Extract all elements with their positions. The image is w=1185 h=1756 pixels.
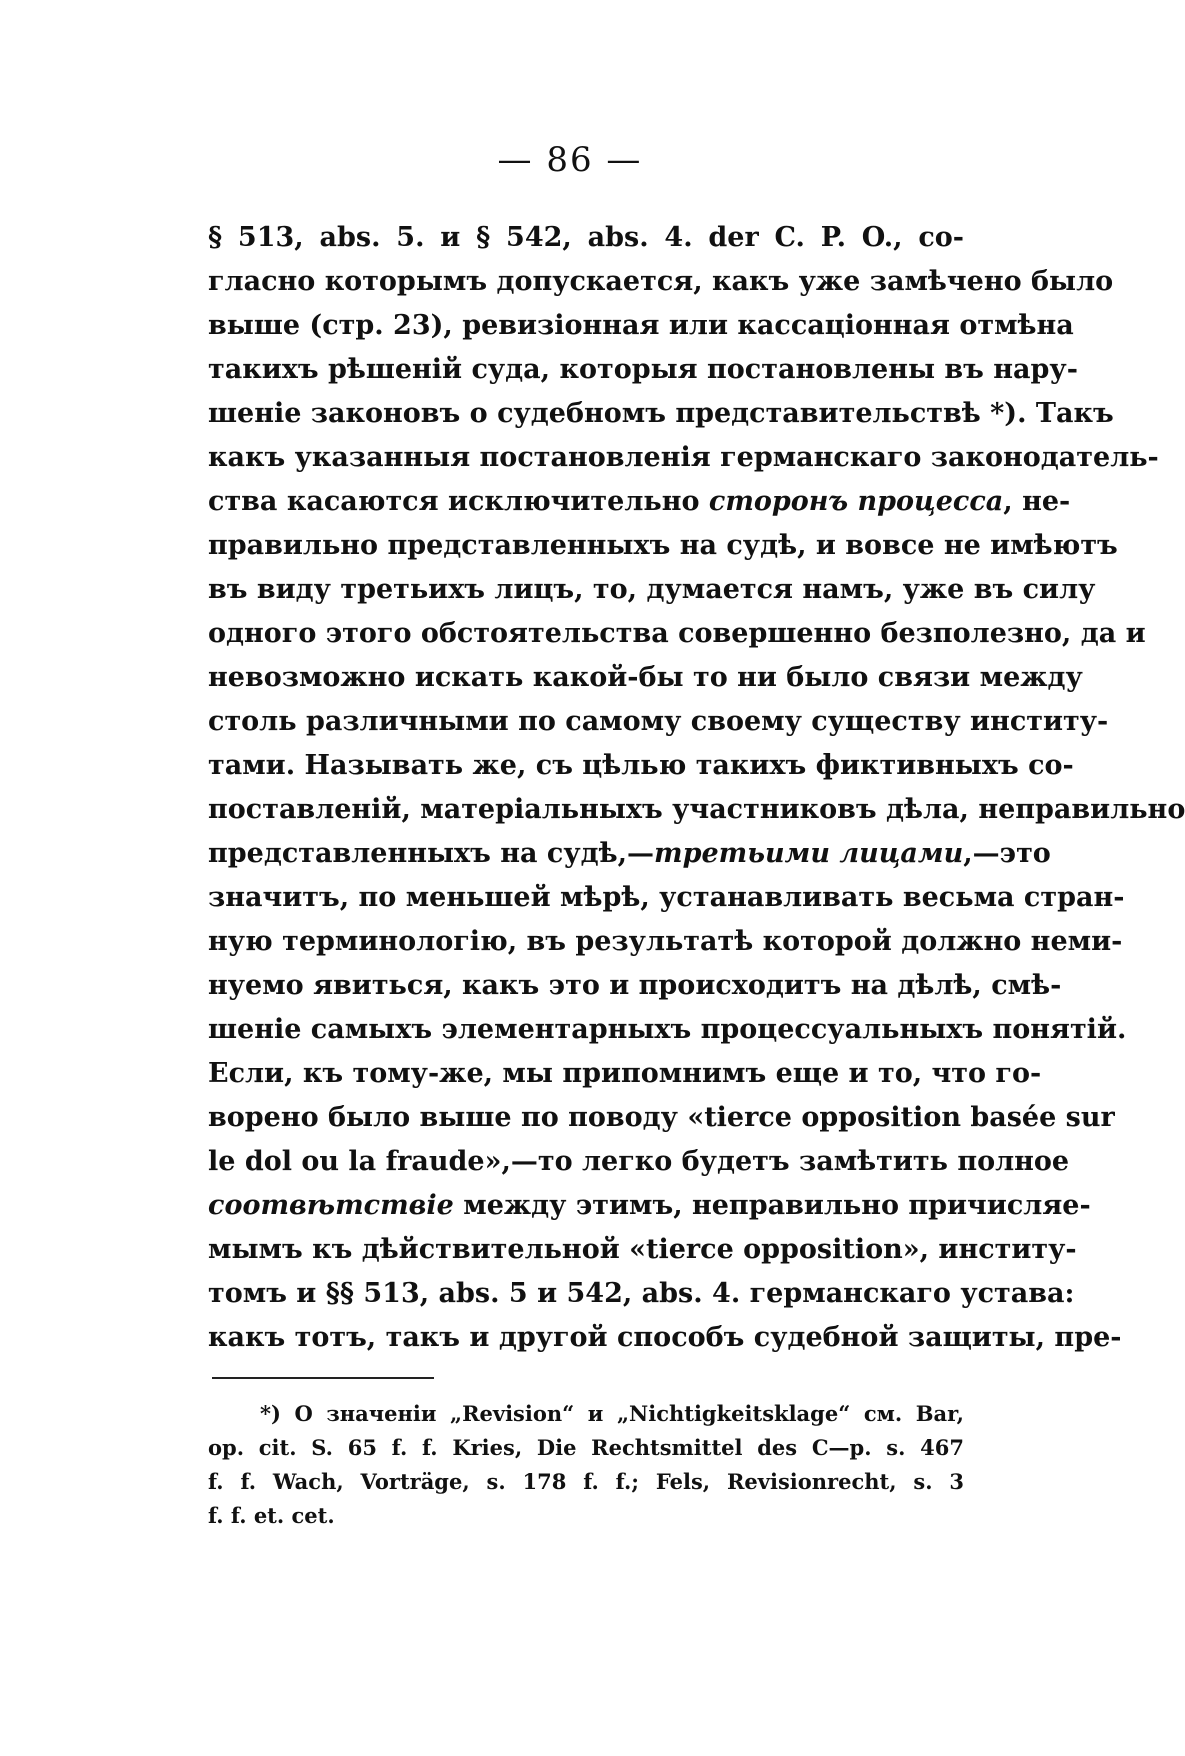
footnote-divider [212, 1377, 434, 1379]
emphasis-third-parties: третьими лицами [654, 838, 964, 869]
text-line-26: какъ тотъ, такъ и другой способъ судебной защиты, пре- [208, 1322, 1122, 1353]
text-line-4: такихъ рѣшеній суда, которыя постановлены въ нару- [208, 354, 1078, 385]
footnote-line-1: *) О значеніи „Revision“ и „Nichtigkeitsklage“ см. Bar, [260, 1401, 964, 1426]
text-line-3: выше (стр. 23), ревизіонная или кассаціонная отмѣна [208, 310, 1074, 341]
text-line-5: шеніе законовъ о судебномъ представительствѣ *). Такъ [208, 398, 1114, 429]
text-line-22: le dol ou la fraude»,—то легко будетъ замѣтить полное [208, 1146, 1070, 1177]
text-line-16: значитъ, по меньшей мѣрѣ, устанавливать весьма стран- [208, 882, 1125, 913]
text-line-15-end: ,—это [963, 838, 1051, 869]
text-line-6: какъ указанныя постановленія германскаго законодатель- [208, 442, 1159, 473]
page-number: — 86 — [497, 140, 643, 180]
text-line-2: гласно которымъ допускается, какъ уже замѣчено было [208, 266, 1114, 297]
footnote-line-2: op. cit. S. 65 f. f. Kries, Die Rechtsmittel des C—p. s. 467 [208, 1435, 964, 1460]
text-line-18: нуемо явиться, какъ это и происходитъ на дѣлѣ, смѣ- [208, 970, 1062, 1001]
emphasis-correspondence: соотвѣтствіе [208, 1190, 454, 1221]
text-line-25: томъ и §§ 513, abs. 5 и 542, abs. 4. германскаго устава: [208, 1278, 1075, 1309]
text-line-23-end: между этимъ, неправильно причисляе- [453, 1190, 1091, 1221]
footnote-line-3: f. f. Wach, Vorträge, s. 178 f. f.; Fels, Revisionrecht, s. 3 [208, 1469, 964, 1494]
text-line-15 [208, 832, 1051, 876]
text-line-8: правильно представленныхъ на судѣ, и вовсе не имѣютъ [208, 530, 1118, 561]
text-line-10: одного этого обстоятельства совершенно безполезно, да и [208, 618, 1146, 649]
emphasis-parties: сторонъ процесса [708, 486, 1004, 517]
text-line-21: ворено было выше по поводу «tierce opposition basée sur [208, 1102, 1115, 1133]
text-line-19: шеніе самыхъ элементарныхъ процессуальныхъ понятій. [208, 1014, 1127, 1045]
text-line-11: невозможно искать какой-бы то ни было связи между [208, 662, 1083, 693]
text-line-14: поставленій, матеріальныхъ участниковъ дѣла, неправильно [208, 794, 1185, 825]
text-line-13: тами. Называть же, съ цѣлью такихъ фиктивныхъ со- [208, 750, 1074, 781]
text-line-17: ную терминологію, въ результатѣ которой должно неми- [208, 926, 1123, 957]
text-line-1: § 513, abs. 5. и § 542, abs. 4. der C. P. O., со- [208, 222, 964, 253]
text-line-9: въ виду третьихъ лицъ, то, думается намъ, уже въ силу [208, 574, 1096, 605]
text-line-23 [208, 1184, 1091, 1228]
text-line-7-end: , не- [1003, 486, 1071, 517]
text-line-7-start: ства касаются исключительно [208, 486, 709, 517]
text-line-24: мымъ къ дѣйствительной «tierce opposition», институ- [208, 1234, 1077, 1265]
text-line-15-start: представленныхъ на судѣ,— [208, 838, 655, 869]
text-line-7 [208, 480, 1071, 524]
footnote-line-4: f. f. et. cet. [208, 1503, 335, 1528]
main-text [208, 216, 1185, 1360]
text-line-20: Если, къ тому-же, мы припомнимъ еще и то, что го- [208, 1058, 1042, 1089]
text-line-12: столь различными по самому своему существу институ- [208, 706, 1109, 737]
footnote [208, 1397, 964, 1533]
